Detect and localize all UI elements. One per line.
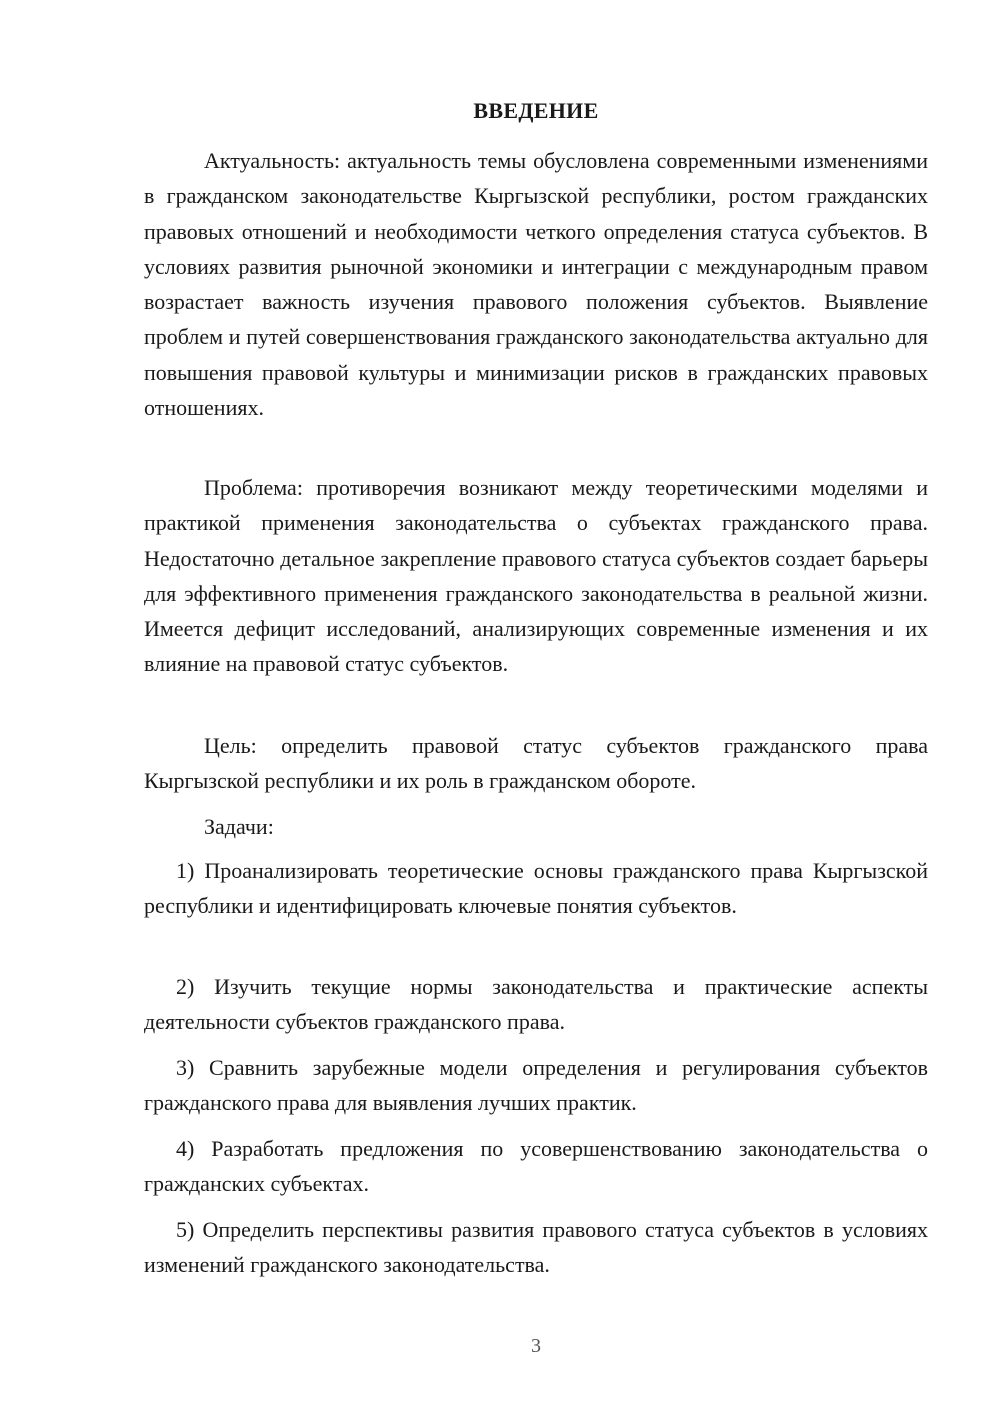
task-item-4-block	[144, 1131, 928, 1202]
task-item-3-block	[144, 1050, 928, 1121]
paragraph-problem: Проблема: противоречия возникают между теоретическими моделями и практикой применения законодательства о субъектах гражданского права. Недостаточно детальное закрепление правового статуса субъектов создает барьеры для эффективного применения гражданского законодательства в реальной жизни. Имеется дефицит исследований, анализирующих современные изменения и их влияние на правовой статус субъектов.	[144, 475, 928, 677]
paragraph-relevance-block	[144, 143, 928, 425]
task-item-1: 1) Проанализировать теоретические основы гражданского права Кыргызской республики и идентифицировать ключевые понятия субъектов.	[144, 858, 928, 919]
paragraph-goal: Цель: определить правовой статус субъектов гражданского права Кыргызской республики и их роль в гражданском обороте.	[144, 733, 928, 794]
task-item-5: 5) Определить перспективы развития правового статуса субъектов в условиях изменений гражданского законодательства.	[144, 1217, 928, 1278]
tasks-heading-block	[144, 809, 928, 844]
task-item-2-block	[144, 969, 928, 1040]
page-title: ВВЕДЕНИЕ	[473, 98, 599, 123]
task-item-1-block	[144, 853, 928, 924]
task-item-4: 4) Разработать предложения по усовершенствованию законодательства о гражданских субъектах.	[144, 1136, 928, 1197]
page-number: 3	[531, 1335, 541, 1357]
paragraph-problem-block	[144, 470, 928, 682]
paragraph-relevance: Актуальность: актуальность темы обусловлена современными изменениями в гражданском законодательстве Кыргызской республики, ростом гражданских правовых отношений и необходимости четкого определения статуса субъектов. В условиях развития рыночной экономики и интеграции с международным правом возрастает важность изучения правового положения субъектов. Выявление проблем и путей совершенствования гражданского законодательства актуально для повышения правовой культуры и минимизации рисков в гражданских правовых отношениях.	[144, 148, 928, 421]
task-item-3: 3) Сравнить зарубежные модели определения и регулирования субъектов гражданского права для выявления лучших практик.	[144, 1055, 928, 1116]
task-item-2: 2) Изучить текущие нормы законодательства и практические аспекты деятельности субъектов гражданского права.	[144, 974, 928, 1035]
task-item-5-block	[144, 1212, 928, 1283]
tasks-heading: Задачи:	[204, 814, 274, 839]
paragraph-goal-block	[144, 728, 928, 799]
